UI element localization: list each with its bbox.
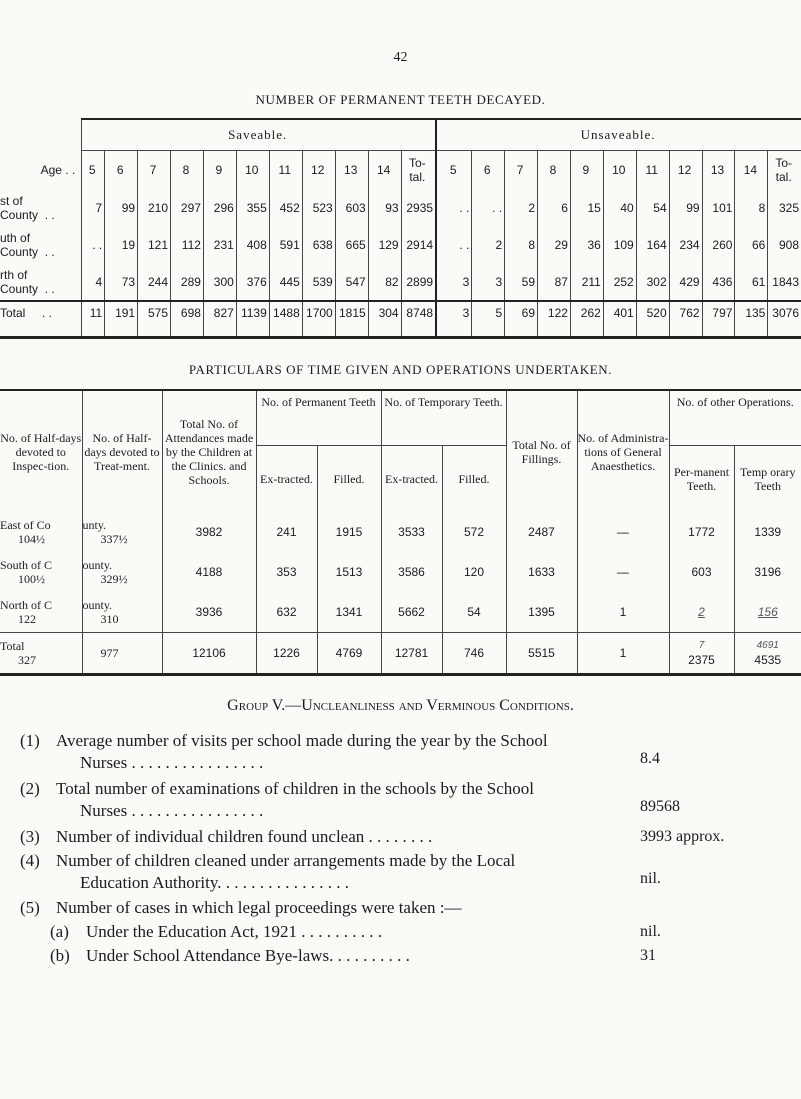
- col-header: 7: [505, 151, 538, 190]
- col-header: 11: [269, 151, 302, 190]
- saveable-cell: 4: [82, 263, 105, 301]
- unsaveable-cell: 59: [505, 263, 538, 301]
- unsaveable-cell: 40: [603, 189, 636, 226]
- area-label-cont: ounty.: [82, 558, 113, 572]
- col-header: 12: [302, 151, 335, 190]
- header-temp-extracted: Ex-tracted.: [381, 446, 442, 513]
- inspection-value: 100½: [18, 572, 45, 586]
- item-text: Number of children cleaned under arrangements made by the Local: [56, 851, 516, 870]
- saveable-cell: 638: [302, 226, 335, 263]
- unsaveable-cell: 436: [702, 263, 735, 301]
- saveable-cell: 289: [171, 263, 204, 301]
- col-header: To- tal.: [768, 151, 801, 190]
- table-row: [0, 512, 801, 552]
- area-label: North of C: [0, 598, 52, 612]
- item-value: nil.: [640, 923, 661, 940]
- saveable-cell: 698: [171, 301, 204, 338]
- item-value: 3993 approx.: [640, 828, 725, 845]
- age-label: Age . .: [0, 151, 82, 190]
- row-label: st of County . .: [0, 189, 82, 226]
- perm-ex-cell: 241: [256, 512, 317, 552]
- treatment-value: 977: [100, 646, 119, 660]
- unsaveable-cell: 109: [603, 226, 636, 263]
- area-inspection-cell: [0, 552, 82, 592]
- inspection-value: 104½: [18, 532, 45, 546]
- group-title: Group V.—Uncleanliness and Verminous Conditions.: [227, 697, 574, 714]
- col-header: To- tal.: [401, 151, 436, 190]
- item-text: Number of cases in which legal proceedings were taken :—: [56, 898, 462, 917]
- saveable-cell: 2935: [401, 189, 436, 226]
- handwritten-note: 7: [698, 640, 705, 651]
- item-text: Under the Education Act, 1921 . . . . . . . . . .: [86, 922, 383, 941]
- inspection-value: 122: [18, 612, 36, 626]
- saveable-cell: . .: [82, 226, 105, 263]
- table1-title: NUMBER OF PERMANENT TEETH DECAYED.: [255, 92, 546, 107]
- saveable-cell: 93: [368, 189, 401, 226]
- unsaveable-cell: 87: [538, 263, 571, 301]
- saveable-cell: 121: [138, 226, 171, 263]
- unsaveable-cell: 3: [436, 263, 472, 301]
- handwritten-note: 4691: [756, 640, 779, 651]
- unsaveable-cell: 262: [570, 301, 603, 338]
- attendances-cell: 12106: [162, 633, 256, 675]
- saveable-cell: 19: [105, 226, 138, 263]
- saveable-cell: 8748: [401, 301, 436, 338]
- item-number: (2): [20, 779, 40, 798]
- treatment-value: 337½: [100, 532, 128, 546]
- saveable-cell: 376: [236, 263, 269, 301]
- saveable-cell: 7: [82, 189, 105, 226]
- saveable-cell: 304: [368, 301, 401, 338]
- unsaveable-cell: 260: [702, 226, 735, 263]
- header-other-operations: No. of other Operations.: [669, 390, 801, 446]
- saveable-cell: 2914: [401, 226, 436, 263]
- other-temp-cell: 3196: [754, 565, 782, 579]
- header-anaesthetics: No. of Administra-tions of General Anaesthetics.: [577, 390, 669, 512]
- saveable-cell: 210: [138, 189, 171, 226]
- table-row: [0, 301, 801, 338]
- item-number: (a): [50, 922, 69, 941]
- item-text: Under School Attendance Bye-laws. . . . . . . . . .: [86, 946, 410, 965]
- saveable-cell: 99: [105, 189, 138, 226]
- unsaveable-cell: 520: [636, 301, 669, 338]
- unsaveable-cell: 429: [669, 263, 702, 301]
- unsaveable-cell: 2: [472, 226, 505, 263]
- item-text: Average number of visits per school made during the year by the School: [56, 731, 548, 750]
- col-header: 11: [636, 151, 669, 190]
- col-header: 5: [436, 151, 472, 190]
- saveable-cell: 523: [302, 189, 335, 226]
- area-inspection-cell: [0, 512, 82, 552]
- unsaveable-cell: 8: [735, 189, 768, 226]
- header-permanent: No. of Permanent Teeth: [256, 390, 381, 446]
- unsaveable-cell: 2: [505, 189, 538, 226]
- perm-ex-cell: 632: [256, 592, 317, 633]
- unsaveable-cell: 66: [735, 226, 768, 263]
- saveable-cell: 297: [171, 189, 204, 226]
- saveable-cell: 539: [302, 263, 335, 301]
- other-temp-cell: [734, 633, 801, 675]
- unsaveable-cell: 8: [505, 226, 538, 263]
- area-label: South of C: [0, 558, 53, 572]
- saveable-cell: 191: [105, 301, 138, 338]
- fillings-cell: 1633: [506, 552, 577, 592]
- perm-fill-cell: 4769: [317, 633, 381, 675]
- unsaveable-cell: 29: [538, 226, 571, 263]
- other-perm-cell: 1772: [669, 512, 734, 552]
- unsaveable-cell: 15: [570, 189, 603, 226]
- saveable-cell: 296: [203, 189, 236, 226]
- table-row: [0, 633, 801, 675]
- item-value: 31: [640, 947, 656, 964]
- saveable-cell: 1488: [269, 301, 302, 338]
- header-attendances: Total No. of Attendances made by the Children at the Clinics. and Schools.: [162, 390, 256, 512]
- unsaveable-cell: 401: [603, 301, 636, 338]
- temp-fill-cell: 746: [442, 633, 506, 675]
- row-label: uth of County . .: [0, 226, 82, 263]
- attendances-cell: 4188: [162, 552, 256, 592]
- inspection-value: 327: [18, 653, 36, 667]
- col-header: 6: [472, 151, 505, 190]
- page-number: 42: [393, 50, 408, 65]
- header-fillings: Total No. of Fillings.: [506, 390, 577, 512]
- anaes-cell: 1: [577, 633, 669, 675]
- unsaveable-cell: 325: [778, 200, 799, 215]
- item-text-cont: Nurses . . . . . . . . . . . . . . . .: [80, 801, 264, 820]
- unsaveable-cell: 1843: [772, 274, 799, 289]
- table-row: [0, 263, 801, 301]
- unsaveable-cell: 252: [603, 263, 636, 301]
- col-header: 7: [138, 151, 171, 190]
- col-header: 13: [702, 151, 735, 190]
- unsaveable-header: Unsaveable.: [436, 119, 801, 151]
- unsaveable-cell: 3: [436, 301, 472, 338]
- attendances-cell: 3936: [162, 592, 256, 633]
- fillings-cell: 5515: [506, 633, 577, 675]
- anaes-cell: —: [577, 512, 669, 552]
- header-perm-extracted: Ex-tracted.: [256, 446, 317, 513]
- other-temp-cell: 156: [757, 605, 778, 619]
- item-number: (1): [20, 731, 40, 750]
- perm-fill-cell: 1915: [317, 512, 381, 552]
- saveable-cell: 1139: [236, 301, 269, 338]
- col-header: 13: [335, 151, 368, 190]
- unsaveable-cell: 3076: [768, 301, 801, 338]
- saveable-cell: 231: [203, 226, 236, 263]
- saveable-cell: 11: [82, 301, 105, 338]
- unsaveable-cell: 101: [702, 189, 735, 226]
- item-text: Total number of examinations of children in the schools by the School: [56, 779, 535, 798]
- header-other-permanent: Per-manent Teeth.: [669, 446, 734, 513]
- unsaveable-cell: 234: [669, 226, 702, 263]
- temp-ex-cell: 5662: [381, 592, 442, 633]
- saveable-cell: 244: [138, 263, 171, 301]
- saveable-cell: 112: [171, 226, 204, 263]
- header-half-days-inspection: No. of Half-days devoted to Inspec-tion.: [0, 390, 82, 512]
- table-row: [0, 592, 801, 633]
- other-perm-cell: 603: [669, 552, 734, 592]
- table2-title: PARTICULARS OF TIME GIVEN AND OPERATIONS UNDERTAKEN.: [188, 362, 613, 377]
- table-row: [0, 552, 801, 592]
- saveable-cell: 452: [269, 189, 302, 226]
- saveable-cell: 575: [138, 301, 171, 338]
- header-perm-filled: Filled.: [317, 446, 381, 513]
- total-value: 4535: [754, 653, 782, 667]
- unsaveable-cell: 908: [778, 237, 799, 252]
- unsaveable-cell: 69: [505, 301, 538, 338]
- col-header: 10: [603, 151, 636, 190]
- item-value: 8.4: [640, 750, 660, 767]
- treatment-cell: [82, 552, 162, 592]
- temp-fill-cell: 120: [442, 552, 506, 592]
- perm-fill-cell: 1341: [317, 592, 381, 633]
- saveable-cell: 355: [236, 189, 269, 226]
- col-header: 5: [82, 151, 105, 190]
- total-value: 2375: [688, 653, 715, 667]
- item-number: (4): [20, 851, 40, 870]
- saveable-cell: 547: [335, 263, 368, 301]
- item-number: (b): [50, 946, 70, 965]
- item-number: (5): [20, 898, 40, 917]
- temp-ex-cell: 12781: [381, 633, 442, 675]
- saveable-cell: 827: [203, 301, 236, 338]
- treatment-value: 329½: [100, 572, 128, 586]
- saveable-cell: 665: [335, 226, 368, 263]
- unsaveable-cell: 5: [472, 301, 505, 338]
- col-header: 10: [236, 151, 269, 190]
- item-text: Number of individual children found unclean . . . . . . . .: [56, 827, 433, 846]
- unsaveable-cell: 797: [702, 301, 735, 338]
- saveable-cell: 300: [203, 263, 236, 301]
- area-label-cont: ounty.: [82, 598, 113, 612]
- col-header: 8: [538, 151, 571, 190]
- treatment-cell: [82, 592, 162, 633]
- temp-ex-cell: 3533: [381, 512, 442, 552]
- col-header: 6: [105, 151, 138, 190]
- table-row: [0, 226, 801, 263]
- perm-fill-cell: 1513: [317, 552, 381, 592]
- saveable-cell: 82: [368, 263, 401, 301]
- unsaveable-cell: 99: [669, 189, 702, 226]
- row-label: Total . .: [0, 301, 82, 338]
- col-header: 9: [570, 151, 603, 190]
- anaes-cell: —: [577, 552, 669, 592]
- unsaveable-cell: 6: [538, 189, 571, 226]
- perm-ex-cell: 1226: [256, 633, 317, 675]
- unsaveable-cell: 135: [735, 301, 768, 338]
- treatment-cell: [82, 633, 162, 675]
- attendances-cell: 3982: [162, 512, 256, 552]
- saveable-cell: 129: [368, 226, 401, 263]
- unsaveable-cell: 302: [636, 263, 669, 301]
- treatment-value: 310: [100, 612, 119, 626]
- area-inspection-cell: [0, 633, 82, 675]
- unsaveable-cell: 164: [636, 226, 669, 263]
- area-label: East of Co: [0, 518, 51, 532]
- saveable-cell: 591: [269, 226, 302, 263]
- unsaveable-cell: . .: [436, 189, 472, 226]
- saveable-cell: 1700: [302, 301, 335, 338]
- item-number: (3): [20, 827, 40, 846]
- header-half-days-treatment: No. of Half-days devoted to Treat-ment.: [82, 390, 162, 512]
- temp-fill-cell: 572: [442, 512, 506, 552]
- other-perm-cell: [669, 633, 734, 675]
- item-text-cont: Education Authority. . . . . . . . . . . . . . . .: [80, 873, 349, 892]
- temp-ex-cell: 3586: [381, 552, 442, 592]
- header-other-temporary: Temp orary Teeth: [734, 446, 801, 513]
- fillings-cell: 2487: [506, 512, 577, 552]
- saveable-cell: 408: [236, 226, 269, 263]
- saveable-cell: 2899: [401, 263, 436, 301]
- area-label-cont: unty.: [82, 518, 107, 532]
- saveable-cell: 603: [335, 189, 368, 226]
- unsaveable-cell: . .: [472, 189, 505, 226]
- fillings-cell: 1395: [506, 592, 577, 633]
- header-temp-filled: Filled.: [442, 446, 506, 513]
- area-label: Total: [0, 639, 25, 653]
- unsaveable-cell: 211: [570, 263, 603, 301]
- area-inspection-cell: [0, 592, 82, 633]
- decayed-teeth-table: [0, 118, 801, 339]
- item-text-cont: Nurses . . . . . . . . . . . . . . . .: [80, 753, 264, 772]
- other-perm-cell: 2: [669, 592, 734, 633]
- item-value: 89568: [640, 798, 680, 815]
- saveable-cell: 73: [105, 263, 138, 301]
- unsaveable-cell: 762: [669, 301, 702, 338]
- saveable-cell: 1815: [335, 301, 368, 338]
- unsaveable-cell: 122: [538, 301, 571, 338]
- unsaveable-cell: 61: [735, 263, 768, 301]
- item-value: nil.: [640, 870, 661, 887]
- header-temporary: No. of Temporary Teeth.: [381, 390, 506, 446]
- col-header: 14: [735, 151, 768, 190]
- col-header: 8: [171, 151, 204, 190]
- col-header: 9: [203, 151, 236, 190]
- table-row: [0, 189, 801, 226]
- col-header: 12: [669, 151, 702, 190]
- treatment-cell: [82, 512, 162, 552]
- saveable-cell: 445: [269, 263, 302, 301]
- temp-fill-cell: 54: [442, 592, 506, 633]
- unsaveable-cell: 3: [472, 263, 505, 301]
- row-label: rth of County . .: [0, 263, 82, 301]
- anaes-cell: 1: [577, 592, 669, 633]
- other-temp-cell: 1339: [754, 525, 782, 539]
- operations-table: [0, 389, 801, 676]
- col-header: 14: [368, 151, 401, 190]
- unsaveable-cell: 54: [636, 189, 669, 226]
- saveable-header: Saveable.: [82, 119, 436, 151]
- unsaveable-cell: 36: [570, 226, 603, 263]
- unsaveable-cell: . .: [436, 226, 472, 263]
- perm-ex-cell: 353: [256, 552, 317, 592]
